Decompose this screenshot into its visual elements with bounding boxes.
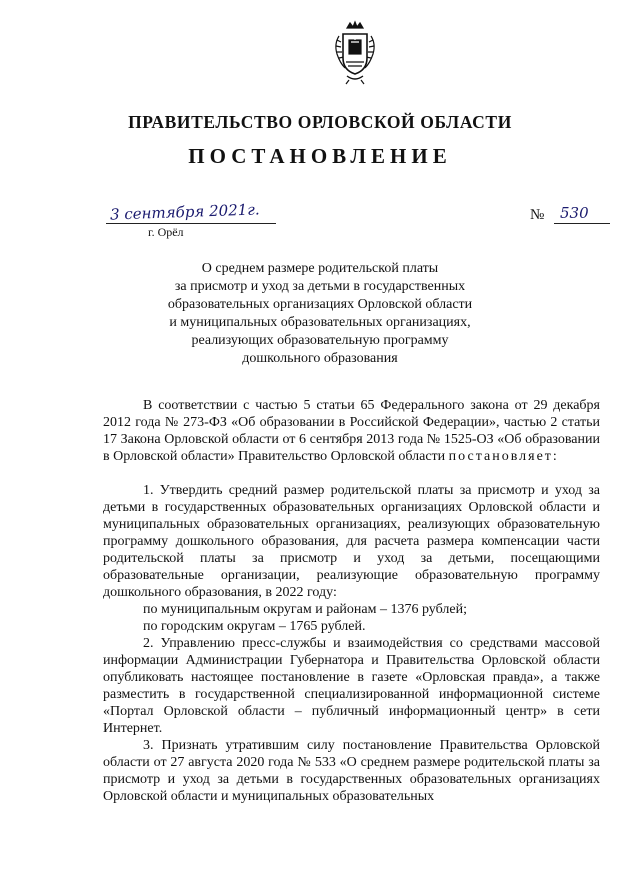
handwritten-number: 530 [560, 204, 589, 222]
document-type: ПОСТАНОВЛЕНИЕ [188, 144, 452, 168]
item-3-paragraph: 3. Признать утратившим силу постановление Правительства Орловской области от 27 августа 2020 года № 533 «О среднем размере родительской платы за присмотр и уход за детьми в государственных образовательных организациях Орловской области и муниципальных образовательных [103, 738, 600, 804]
preamble-text: В соответствии с частью 5 статьи 65 Федерального закона от 29 декабря 2012 года № 273-ФЗ «Об образовании в Российской Федерации», частью 2 статьи 17 Закона Орловской области от 6 сентября 2013 года № 1525-ОЗ «Об образовании в Орловской области» Правительство Орловской области [103, 398, 600, 464]
city-label: г. Орёл [148, 225, 184, 239]
item-2-paragraph: 2. Управлению пресс-службы и взаимодействия со средствами массовой информации Администрации Губернатора и Правительства Орловской области опубликовать настоящее постановление в газете «Орловская правда», а также разместить в государственной специализированной информационной системе «Портал Орловской области – публичный информационный центр» в сети Интернет. [103, 636, 600, 736]
government-title: ПРАВИТЕЛЬСТВО ОРЛОВСКОЙ ОБЛАСТИ [128, 112, 512, 132]
subject-line: О среднем размере родительской платы [201, 261, 439, 276]
preamble-closing: постановляет: [448, 449, 559, 464]
document-subject [150, 260, 490, 368]
subject-line: дошкольного образования [242, 351, 398, 366]
document-body [103, 397, 600, 805]
item-1-urban-rate: по городским округам – 1765 рублей. [143, 619, 366, 634]
subject-line: реализующих образовательную программу [191, 333, 449, 348]
coat-of-arms-icon [333, 20, 377, 86]
subject-line: образовательных организациях Орловской области [167, 297, 473, 312]
item-1-municipal-rate: по муниципальным округам и районам – 1376 рублей; [143, 602, 467, 617]
date-underline [106, 223, 276, 224]
handwritten-date: 3 сентября 2021г. [109, 200, 260, 224]
item-1-paragraph: 1. Утвердить средний размер родительской платы за присмотр и уход за детьми в государственных образовательных организациях Орловской области и муниципальных образовательных организациях, реализующих образовательную программу дошкольного образования, для расчета размера компенсации части родительской платы за присмотр и уход за детьми, посещающими образовательные организации, реализующие образовательную программу дошкольного образования, в 2022 году: [103, 483, 600, 600]
subject-line: и муниципальных образовательных организациях, [169, 315, 471, 330]
preamble-paragraph [103, 397, 600, 465]
number-underline [554, 223, 610, 224]
number-sign: № [530, 207, 545, 223]
subject-line: за присмотр и уход за детьми в государственных [174, 279, 466, 294]
